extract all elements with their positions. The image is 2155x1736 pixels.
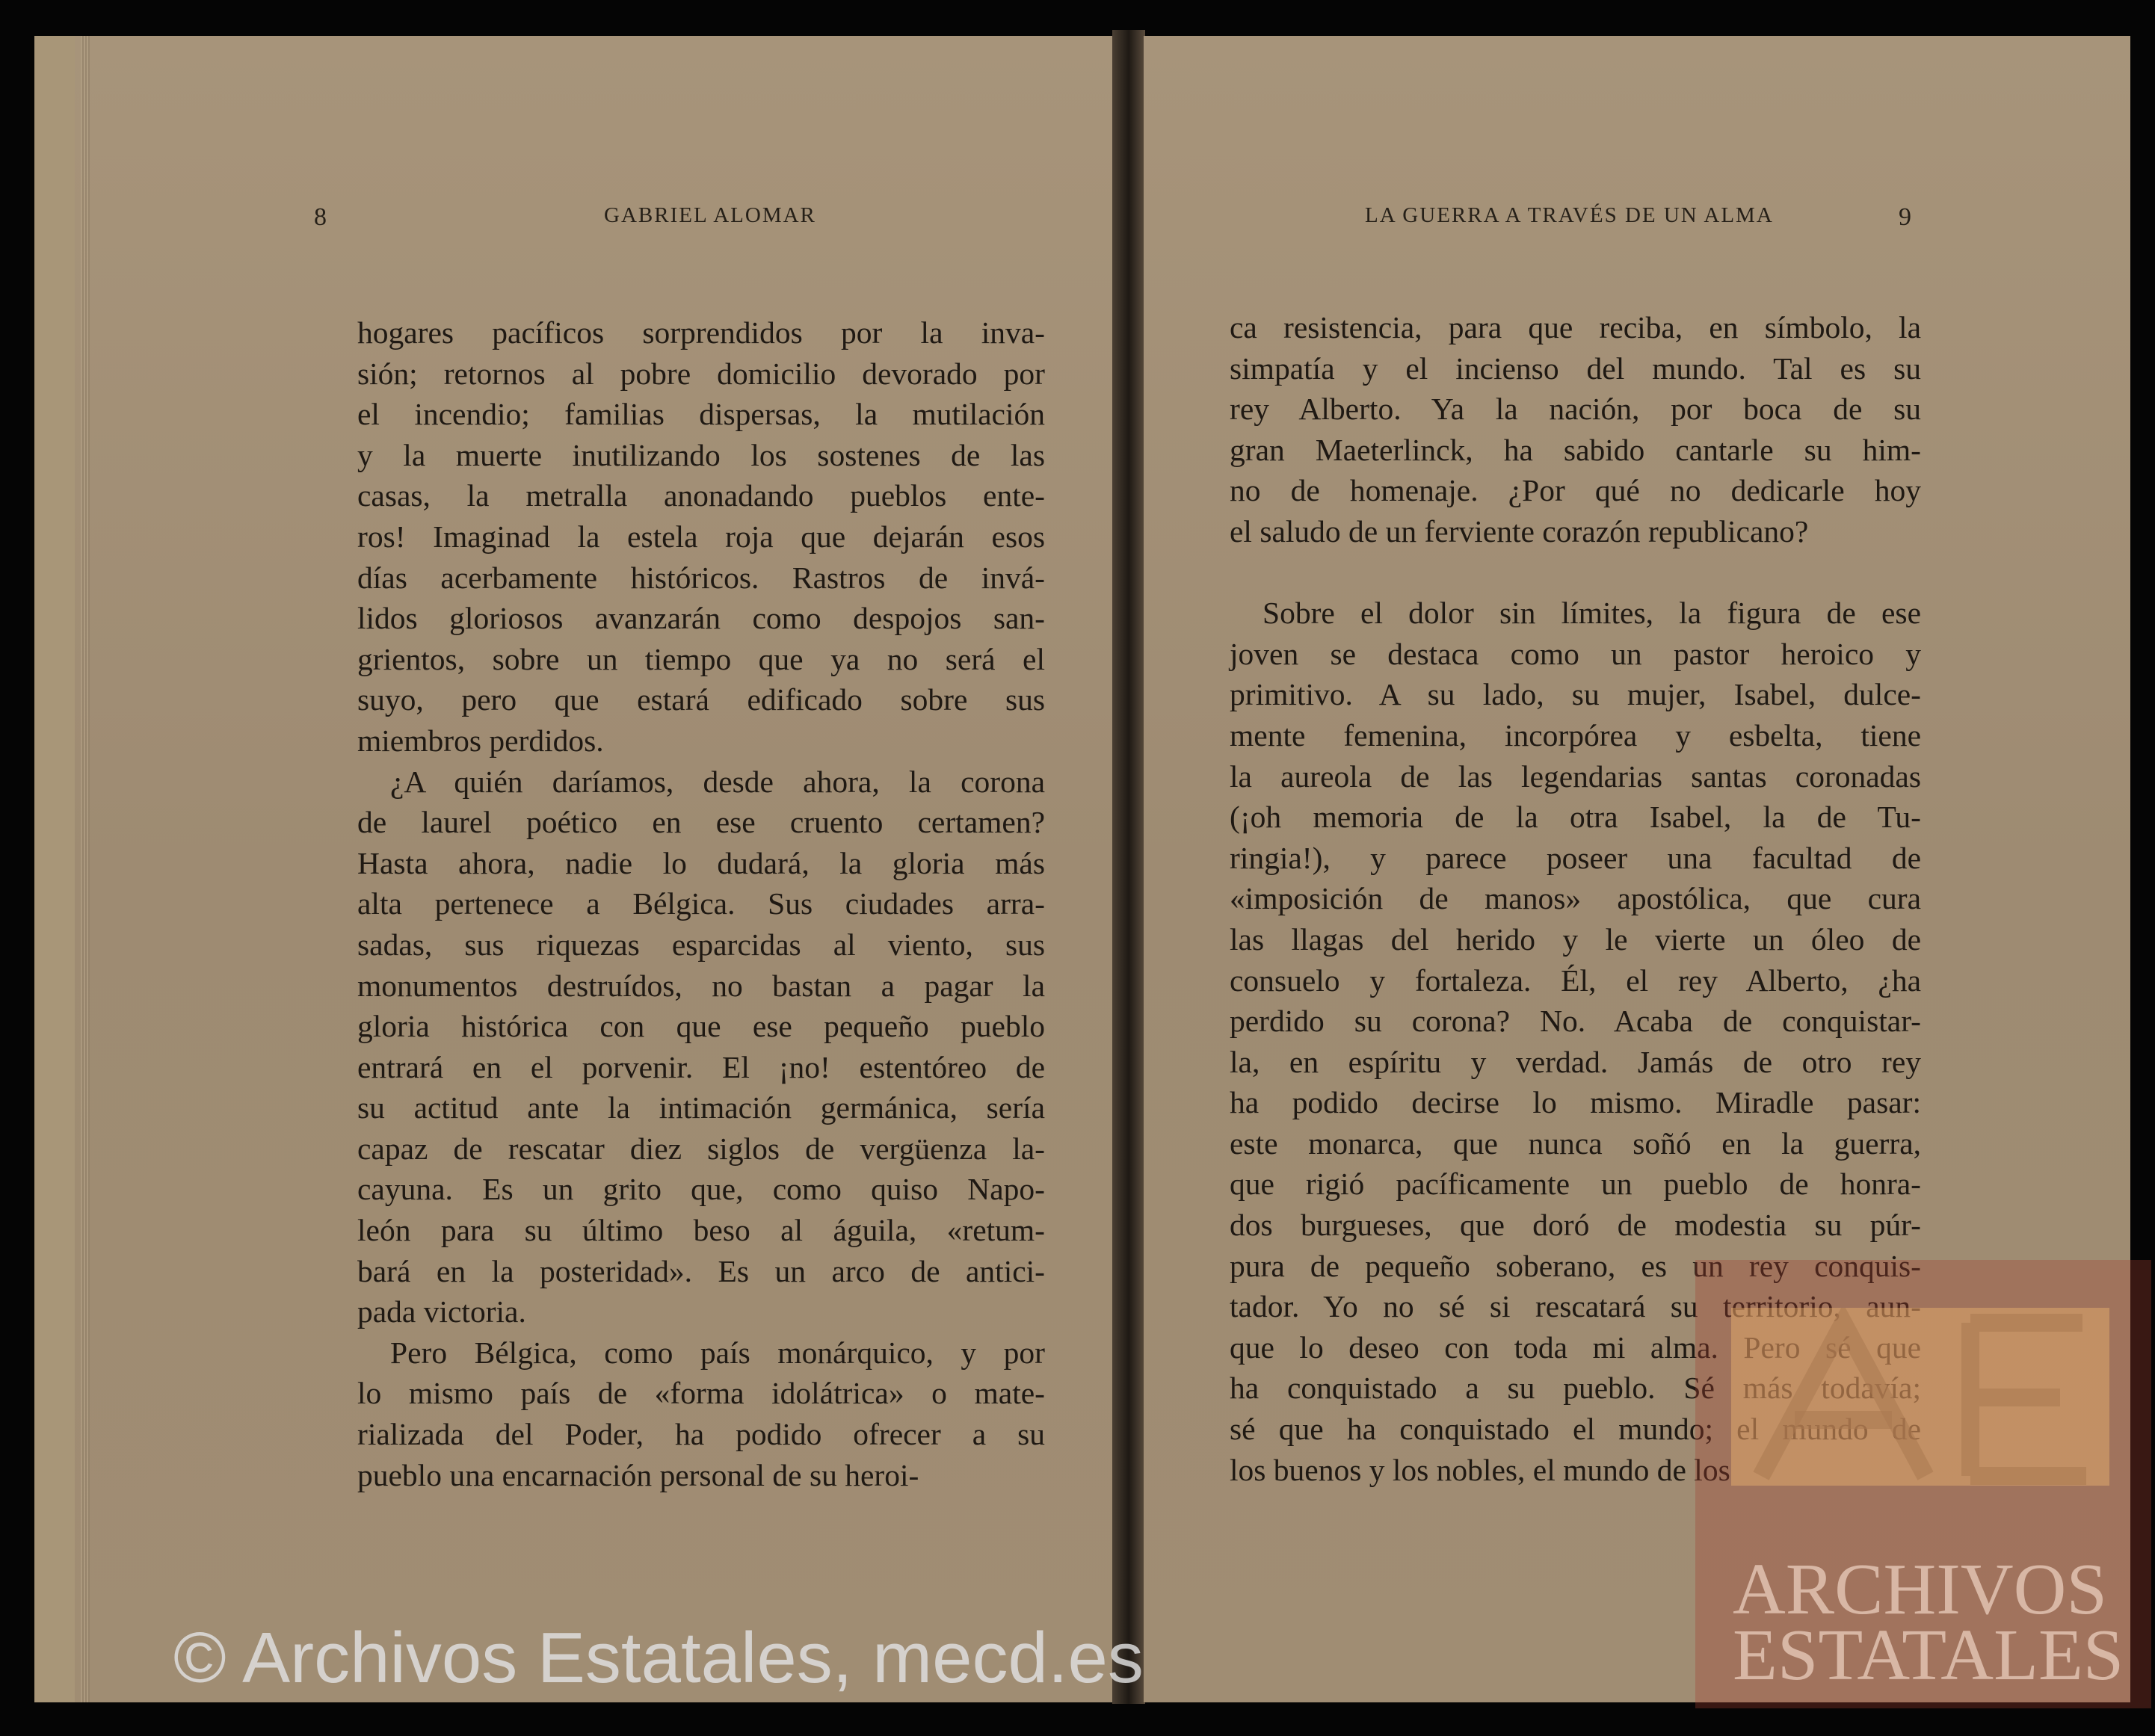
text-line: sé que ha conquistado el mundo; el mundo de (1230, 1412, 1921, 1447)
text-line: ha conquistado a su pueblo. Sé más todavía; (1230, 1371, 1921, 1406)
text-line: rey Alberto. Ya la nación, por boca de su (1230, 392, 1921, 427)
text-line: pada victoria. (357, 1294, 526, 1329)
text-line: los buenos y los nobles, el mundo de los (1230, 1452, 1730, 1487)
text-line: lidos gloriosos avanzarán como despojos san- (357, 601, 1045, 636)
text-line: perdido su corona? No. Acaba de conquistar- (1230, 1004, 1921, 1039)
text-line: Sobre el dolor sin límites, la figura de ese (1263, 596, 1921, 631)
text-line: casas, la metralla anonadando pueblos ente- (357, 478, 1045, 513)
logo-line-archivos: ARCHIVOS (1733, 1549, 2107, 1630)
text-line: el incendio; familias dispersas, la mutilación (357, 397, 1045, 432)
text-line: ringia!), y parece poseer una facultad de (1230, 840, 1921, 875)
text-line: sión; retornos al pobre domicilio devorado por (357, 356, 1045, 391)
text-line: miembros perdidos. (357, 723, 604, 758)
text-line: hogares pacíficos sorprendidos por la inva- (357, 315, 1045, 350)
text-line: cayuna. Es un grito que, como quiso Napo- (357, 1172, 1045, 1207)
text-line: bará en la posteridad». Es un arco de antici- (357, 1253, 1045, 1288)
text-line: la aureola de las legendarias santas coronadas (1230, 759, 1921, 794)
text-line: pura de pequeño soberano, es un rey conquis- (1230, 1248, 1921, 1283)
text-line: sadas, sus riquezas esparcidas al viento, sus (357, 927, 1045, 962)
text-line: que rigió pacíficamente un pueblo de honra- (1230, 1167, 1921, 1202)
text-line: consuelo y fortaleza. Él, el rey Alberto, ¿ha (1230, 963, 1921, 998)
left-body-text (357, 312, 1045, 1495)
text-line: león para su último beso al águila, «retum- (357, 1213, 1045, 1248)
text-line: dos burgueses, que doró de modestia su púr- (1230, 1208, 1921, 1243)
text-line: tador. Yo no sé si rescatará su territorio, aun- (1230, 1289, 1921, 1324)
text-line: pueblo una encarnación personal de su heroi- (357, 1457, 919, 1492)
text-line: (¡oh memoria de la otra Isabel, la de Tu- (1230, 800, 1921, 835)
text-line: joven se destaca como un pastor heroico y (1230, 636, 1921, 671)
book-spine (1112, 30, 1145, 1704)
text-line: su actitud ante la intimación germánica, sería (357, 1090, 1045, 1125)
text-line: monumentos destruídos, no bastan a pagar la (357, 968, 1045, 1003)
text-line: el saludo de un ferviente corazón republicano? (1230, 513, 1809, 549)
text-line: este monarca, que nunca soñó en la guerra, (1230, 1125, 1921, 1161)
text-line: ca resistencia, para que reciba, en símbolo, la (1230, 310, 1921, 345)
text-line: gloria histórica con que ese pequeño pueblo (357, 1009, 1045, 1044)
text-line: gran Maeterlinck, ha sabido cantarle su him- (1230, 432, 1921, 467)
text-line: de laurel poético en ese cruento certamen? (357, 805, 1045, 840)
text-line: ha podido decirse lo mismo. Miradle pasar: (1230, 1085, 1921, 1120)
logo-line-estatales: ESTATALES (1733, 1615, 2124, 1696)
text-line: días acerbamente históricos. Rastros de invá- (357, 560, 1045, 595)
left-running-head: GABRIEL ALOMAR (604, 203, 816, 227)
text-line: capaz de rescatar diez siglos de vergüenza la- (357, 1131, 1045, 1166)
text-line: simpatía y el incienso del mundo. Tal es su (1230, 350, 1921, 386)
text-line: ros! Imaginad la estela roja que dejarán esos (357, 519, 1045, 554)
text-line: la, en espíritu y verdad. Jamás de otro rey (1230, 1044, 1921, 1079)
archivos-estatales-logo (1695, 1260, 2151, 1708)
text-line: «imposición de manos» apostólica, que cura (1230, 881, 1921, 916)
text-line: suyo, pero que estará edificado sobre sus (357, 682, 1045, 717)
text-line: Pero Bélgica, como país monárquico, y por (390, 1335, 1045, 1370)
text-line: Hasta ahora, nadie lo dudará, la gloria más (357, 845, 1045, 880)
text-line: que lo deseo con toda mi alma. Pero sé que (1230, 1329, 1921, 1365)
left-page-number: 8 (314, 203, 327, 231)
text-line: alta pertenece a Bélgica. Sus ciudades arra- (357, 886, 1045, 921)
right-running-head: LA GUERRA A TRAVÉS DE UN ALMA (1365, 203, 1774, 227)
text-line: ¿A quién daríamos, desde ahora, la corona (390, 764, 1045, 799)
text-line: entrará en el porvenir. El ¡no! estentóreo de (357, 1049, 1045, 1084)
text-line: y la muerte inutilizando los sostenes de las (357, 437, 1045, 472)
left-page (34, 36, 1112, 1702)
text-line: rializada del Poder, ha podido ofrecer a su (357, 1417, 1045, 1452)
ae-monogram-icon (1731, 1308, 2109, 1486)
text-line: lo mismo país de «forma idolátrica» o mate- (357, 1376, 1045, 1411)
text-line: grientos, sobre un tiempo que ya no será el (357, 641, 1045, 676)
text-line: no de homenaje. ¿Por qué no dedicarle hoy (1230, 473, 1921, 508)
text-line: mente femenina, incorpórea y esbelta, tiene (1230, 717, 1921, 753)
right-page-number: 9 (1899, 203, 1911, 231)
paragraph-gap (1230, 552, 1921, 593)
text-line: primitivo. A su lado, su mujer, Isabel, dulce- (1230, 677, 1921, 712)
text-line: las llagas del herido y le vierte un óleo de (1230, 921, 1921, 957)
copyright-watermark: © Archivos Estatales, mecd.es (173, 1618, 1144, 1698)
